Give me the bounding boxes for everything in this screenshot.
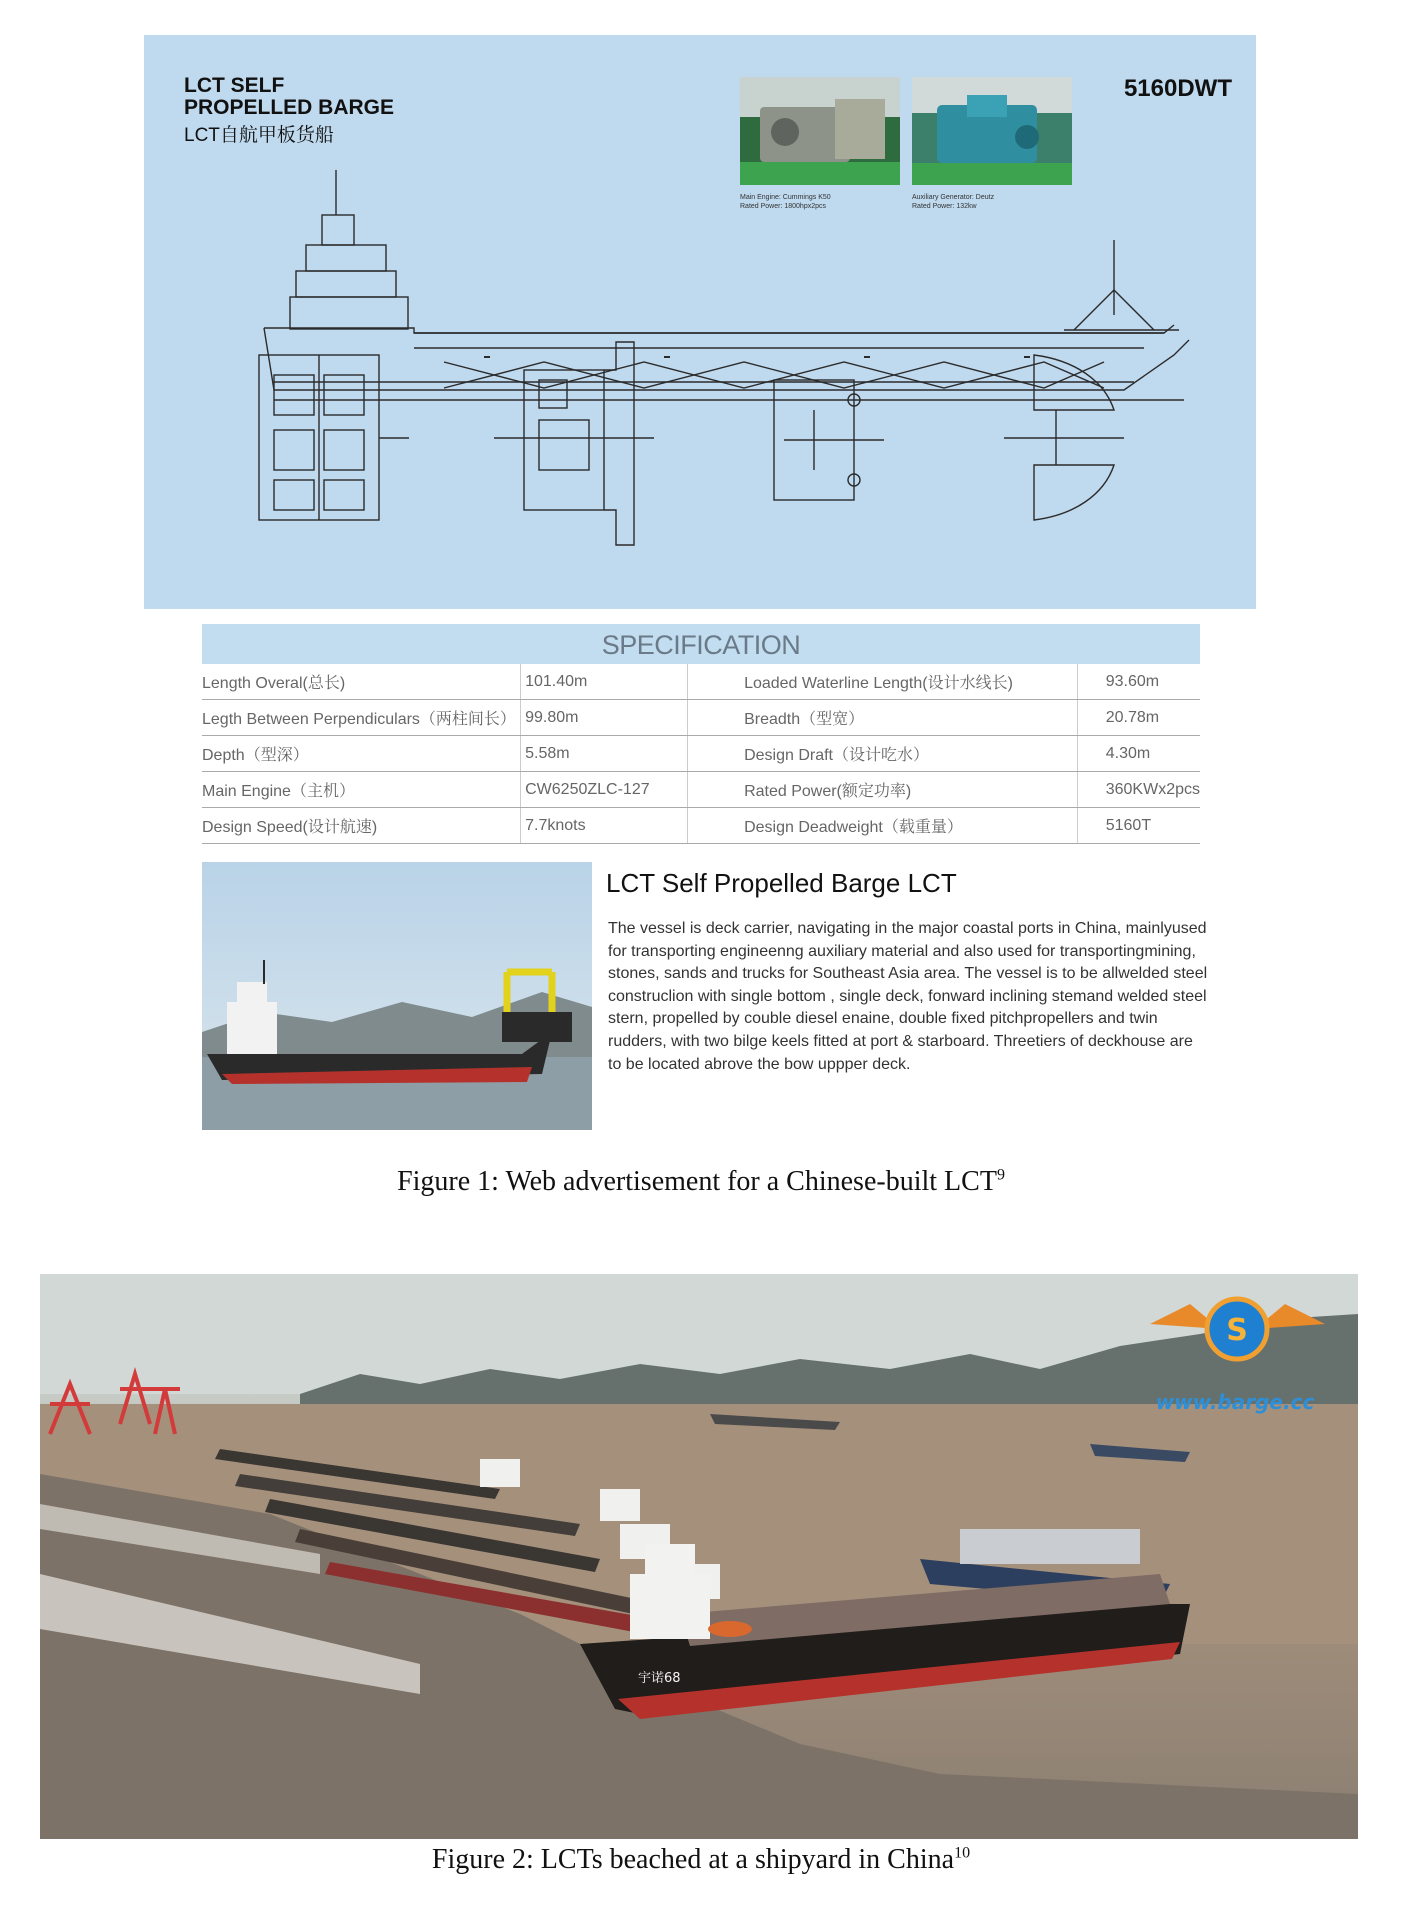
shipyard-illustration — [40, 1274, 1358, 1839]
main-engine-caption: Main Engine: Cummings K50 Rated Power: 1800hpx2pcs — [740, 194, 831, 210]
table-row — [202, 700, 1200, 736]
figure-1-caption — [0, 1166, 1402, 1198]
specification-heading: SPECIFICATION — [202, 624, 1200, 664]
ad-title: LCT SELF PROPELLED BARGE — [184, 74, 395, 119]
spec-value: 99.80m — [521, 700, 688, 736]
figure-2-caption — [0, 1844, 1402, 1876]
figure-2-caption-text: Figure 2: LCTs beached at a shipyard in China — [431, 1844, 955, 1875]
figure-1-reference: 9 — [996, 1166, 1005, 1184]
svg-text:S: S — [1226, 1313, 1248, 1348]
ad-title-chinese: LCT自航甲板货船 — [184, 125, 334, 146]
spec-label: Design Draft（设计吃水） — [688, 736, 1078, 772]
ad-deadweight-label: 5160DWT — [1123, 75, 1232, 102]
spec-label: Rated Power(额定功率) — [688, 772, 1078, 808]
spec-label: Legth Between Perpendiculars（两柱间长） — [202, 700, 521, 736]
description-title: LCT Self Propelled Barge LCT — [606, 868, 957, 898]
spec-label: Loaded Waterline Length(设计水线长) — [688, 664, 1078, 700]
table-row — [202, 664, 1200, 700]
spec-label: Length Overal(总长) — [202, 664, 521, 700]
generator-caption: Auxiliary Generator: Deutz Rated Power: 132kw — [912, 194, 995, 210]
table-row — [202, 736, 1200, 772]
spec-label: Design Speed(设计航速) — [202, 808, 521, 844]
spec-value: 5160T — [1077, 808, 1200, 844]
spec-label: Breadth（型宽） — [688, 700, 1078, 736]
spec-value: 7.7knots — [521, 808, 688, 844]
advertisement-panel — [144, 35, 1256, 609]
table-row — [202, 772, 1200, 808]
ship-name-label: 宇诺68 — [638, 1671, 681, 1686]
spec-value: 360KWx2pcs — [1077, 772, 1200, 808]
spec-label: Design Deadweight（载重量） — [688, 808, 1078, 844]
spec-value: 101.40m — [521, 664, 688, 700]
figure-1-caption-text: Figure 1: Web advertisement for a Chinese-built LCT — [397, 1166, 997, 1197]
description-body: The vessel is deck carrier, navigating in the major coastal ports in China, mainlyused for transporting engineenng auxiliary material and also used for transportingmining, stones, sands and trucks for Southeast Asia area. The vessel is to be allwelded steel construclion with single bottom , single deck, fonward inclining stemand welded steel stern, propelled by couble diesel enaine, double fixed pitchpropellers and twin rudders, with two bilge keels fitted at port & starboard. Threetiers of deckhouse are to be located abrove the bow uppper deck. — [608, 920, 1208, 1073]
spec-value: 5.58m — [521, 736, 688, 772]
table-row — [202, 808, 1200, 844]
barge-photo — [202, 862, 592, 1130]
figure-2-reference: 10 — [954, 1844, 971, 1862]
spec-value: 20.78m — [1077, 700, 1200, 736]
deck-plan-drawings — [244, 320, 1244, 595]
spec-label: Main Engine（主机） — [202, 772, 521, 808]
spec-value: CW6250ZLC-127 — [521, 772, 688, 808]
spec-value: 93.60m — [1077, 664, 1200, 700]
specification-table — [202, 664, 1200, 844]
shipyard-photo — [40, 1274, 1358, 1839]
spec-label: Depth（型深） — [202, 736, 521, 772]
watermark-text: www.barge.cc — [1155, 1390, 1315, 1414]
spec-value: 4.30m — [1077, 736, 1200, 772]
